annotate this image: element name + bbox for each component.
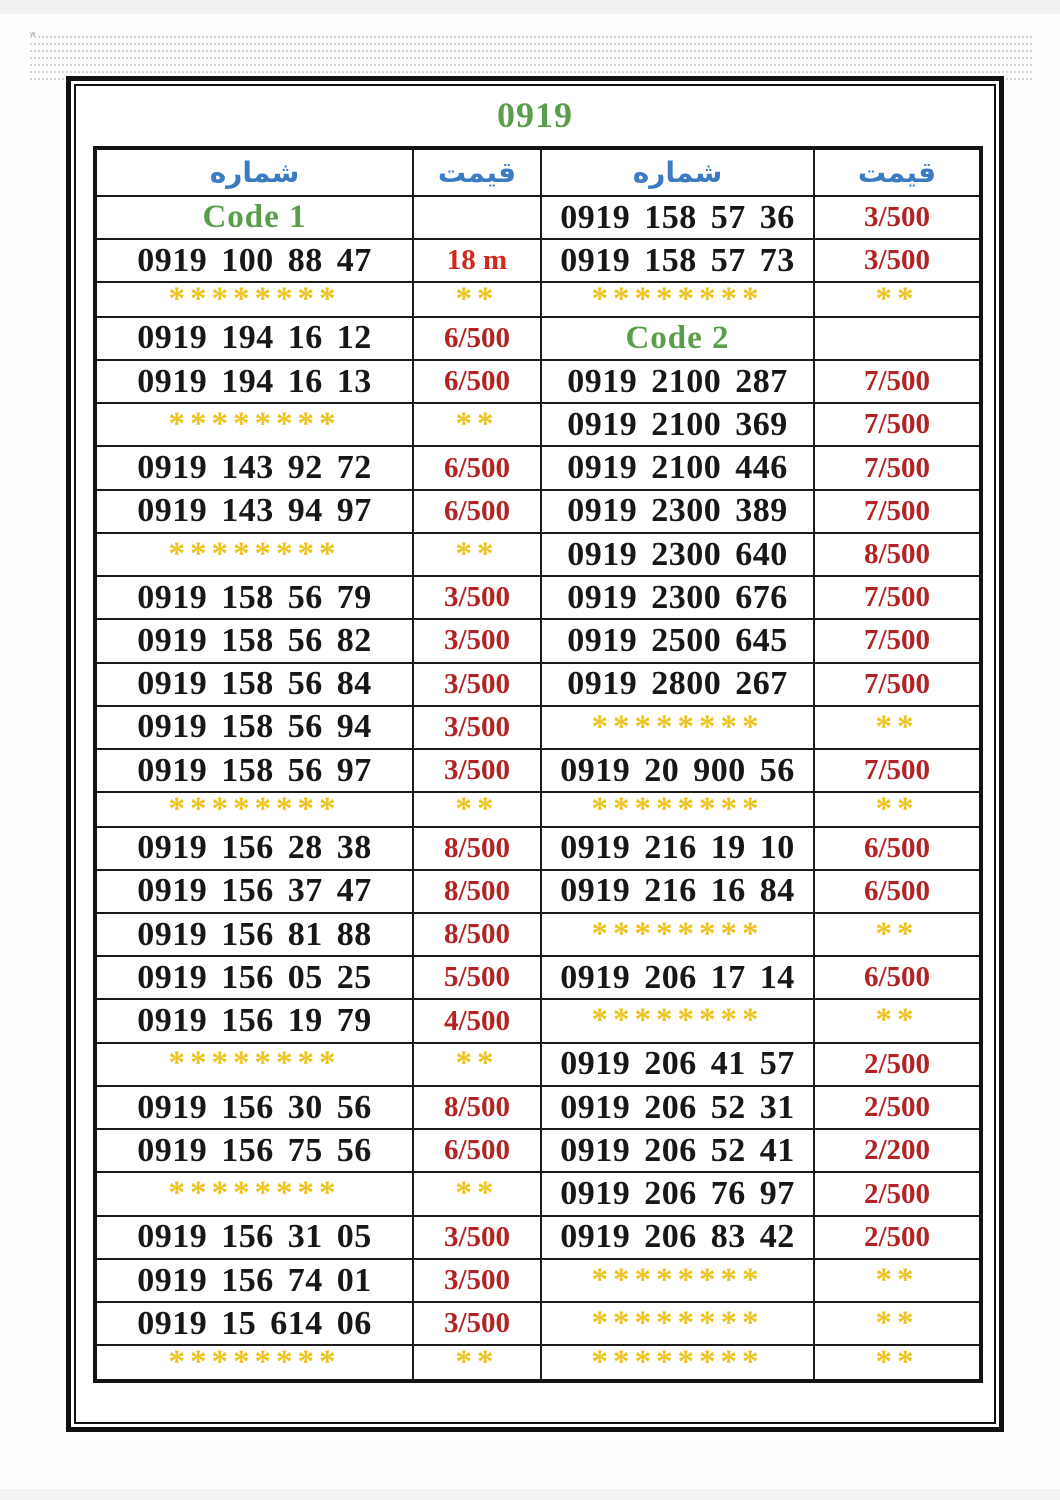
- price-cell: 8/500: [413, 913, 541, 956]
- phone-number-cell: 0919 20 900 56: [541, 749, 814, 792]
- column-header-price-left: قیمت: [413, 148, 541, 196]
- price-cell: 8/500: [413, 870, 541, 913]
- price-cell: 7/500: [814, 576, 981, 619]
- scan-artifact-mark: w: [30, 30, 36, 38]
- separator-stars-cell: **: [814, 999, 981, 1042]
- page-top-margin: [0, 0, 1060, 14]
- table-row: [95, 360, 981, 403]
- empty-cell: [413, 196, 541, 239]
- price-cell: 6/500: [413, 446, 541, 489]
- table-row: [95, 827, 981, 870]
- table-row: [95, 576, 981, 619]
- price-cell: 7/500: [814, 749, 981, 792]
- column-header-price-right: قیمت: [814, 148, 981, 196]
- separator-stars-cell: ********: [541, 282, 814, 316]
- price-cell: 2/500: [814, 1086, 981, 1129]
- table-row: [95, 282, 981, 316]
- price-cell: 7/500: [814, 490, 981, 533]
- column-header-number-right: شماره: [541, 148, 814, 196]
- phone-number-cell: 0919 143 94 97: [95, 490, 413, 533]
- table-row: [95, 1259, 981, 1302]
- phone-number-cell: 0919 156 74 01: [95, 1259, 413, 1302]
- table-row: [95, 619, 981, 662]
- phone-number-cell: 0919 216 16 84: [541, 870, 814, 913]
- table-row: [95, 196, 981, 239]
- separator-stars-cell: ********: [541, 792, 814, 826]
- price-cell: 3/500: [413, 619, 541, 662]
- table-row: [95, 792, 981, 826]
- separator-stars-cell: ********: [541, 1259, 814, 1302]
- phone-number-cell: 0919 2500 645: [541, 619, 814, 662]
- table-row: [95, 999, 981, 1042]
- separator-stars-cell: ********: [541, 999, 814, 1042]
- table-row: [95, 1302, 981, 1345]
- price-cell: 3/500: [814, 239, 981, 282]
- phone-number-cell: 0919 2300 676: [541, 576, 814, 619]
- phone-number-cell: 0919 15 614 06: [95, 1302, 413, 1345]
- table-row: [95, 533, 981, 576]
- price-cell: 6/500: [413, 1129, 541, 1172]
- column-header-number-left: شماره: [95, 148, 413, 196]
- separator-stars-cell: ********: [541, 1345, 814, 1381]
- phone-number-cell: 0919 156 81 88: [95, 913, 413, 956]
- table-row: [95, 403, 981, 446]
- price-cell: 6/500: [413, 490, 541, 533]
- phone-number-cell: 0919 158 56 79: [95, 576, 413, 619]
- document-inner-frame: [74, 84, 996, 1424]
- phone-number-cell: 0919 158 56 84: [95, 663, 413, 706]
- separator-stars-cell: ********: [541, 1302, 814, 1345]
- empty-cell: [814, 317, 981, 360]
- separator-stars-cell: **: [413, 1043, 541, 1086]
- price-cell: 2/500: [814, 1172, 981, 1215]
- separator-stars-cell: ********: [95, 533, 413, 576]
- phone-number-cell: 0919 156 05 25: [95, 956, 413, 999]
- price-cell: 2/200: [814, 1129, 981, 1172]
- phone-number-cell: 0919 2300 389: [541, 490, 814, 533]
- phone-number-cell: 0919 158 57 73: [541, 239, 814, 282]
- phone-number-cell: 0919 206 41 57: [541, 1043, 814, 1086]
- separator-stars-cell: ********: [95, 792, 413, 826]
- price-cell: 7/500: [814, 619, 981, 662]
- phone-number-cell: 0919 156 37 47: [95, 870, 413, 913]
- phone-number-cell: 0919 206 76 97: [541, 1172, 814, 1215]
- table-row: [95, 706, 981, 749]
- table-row: [95, 446, 981, 489]
- table-row: [95, 870, 981, 913]
- price-cell: 3/500: [413, 1302, 541, 1345]
- table-row: [95, 490, 981, 533]
- separator-stars-cell: **: [413, 403, 541, 446]
- phone-number-cell: 0919 2100 369: [541, 403, 814, 446]
- separator-stars-cell: **: [413, 1172, 541, 1215]
- phone-number-cell: 0919 158 56 94: [95, 706, 413, 749]
- phone-number-price-table: [93, 146, 983, 1383]
- price-cell: 3/500: [413, 1216, 541, 1259]
- separator-stars-cell: ********: [95, 1172, 413, 1215]
- phone-number-cell: 0919 206 52 31: [541, 1086, 814, 1129]
- table-row: [95, 317, 981, 360]
- price-cell: 3/500: [413, 663, 541, 706]
- phone-number-cell: 0919 206 17 14: [541, 956, 814, 999]
- price-cell: 8/500: [413, 827, 541, 870]
- price-cell: 2/500: [814, 1216, 981, 1259]
- table-row: [95, 663, 981, 706]
- price-cell: 6/500: [413, 317, 541, 360]
- phone-number-cell: 0919 2300 640: [541, 533, 814, 576]
- price-cell: 7/500: [814, 403, 981, 446]
- phone-number-cell: 0919 156 19 79: [95, 999, 413, 1042]
- phone-number-cell: 0919 206 83 42: [541, 1216, 814, 1259]
- document-frame: [66, 76, 1004, 1432]
- separator-stars-cell: **: [814, 913, 981, 956]
- price-cell: 5/500: [413, 956, 541, 999]
- table-header-row: [95, 148, 981, 196]
- price-cell: 8/500: [413, 1086, 541, 1129]
- separator-stars-cell: **: [814, 1302, 981, 1345]
- phone-number-cell: 0919 194 16 13: [95, 360, 413, 403]
- separator-stars-cell: ********: [95, 282, 413, 316]
- price-cell: 3/500: [413, 576, 541, 619]
- code-label-cell: Code 2: [541, 317, 814, 360]
- phone-number-cell: 0919 158 56 97: [95, 749, 413, 792]
- price-cell: 2/500: [814, 1043, 981, 1086]
- table-row: [95, 1345, 981, 1381]
- price-cell: 3/500: [413, 749, 541, 792]
- separator-stars-cell: **: [413, 282, 541, 316]
- price-cell: 6/500: [413, 360, 541, 403]
- price-cell: 3/500: [814, 196, 981, 239]
- price-cell: 3/500: [413, 706, 541, 749]
- separator-stars-cell: **: [814, 1259, 981, 1302]
- price-cell: 6/500: [814, 956, 981, 999]
- price-cell: 7/500: [814, 446, 981, 489]
- separator-stars-cell: **: [413, 1345, 541, 1381]
- page-title: 0919: [497, 95, 573, 135]
- phone-number-cell: 0919 156 30 56: [95, 1086, 413, 1129]
- price-cell: 7/500: [814, 663, 981, 706]
- price-cell: 18 m: [413, 239, 541, 282]
- table-row: [95, 749, 981, 792]
- phone-number-cell: 0919 158 57 36: [541, 196, 814, 239]
- phone-number-cell: 0919 143 92 72: [95, 446, 413, 489]
- code-label-cell: Code 1: [95, 196, 413, 239]
- table-row: [95, 913, 981, 956]
- phone-number-cell: 0919 156 75 56: [95, 1129, 413, 1172]
- phone-number-cell: 0919 2800 267: [541, 663, 814, 706]
- price-cell: 4/500: [413, 999, 541, 1042]
- price-cell: 6/500: [814, 827, 981, 870]
- table-row: [95, 1043, 981, 1086]
- phone-number-cell: 0919 206 52 41: [541, 1129, 814, 1172]
- phone-number-cell: 0919 216 19 10: [541, 827, 814, 870]
- separator-stars-cell: ********: [541, 706, 814, 749]
- separator-stars-cell: **: [413, 792, 541, 826]
- price-cell: 6/500: [814, 870, 981, 913]
- table-row: [95, 1086, 981, 1129]
- phone-number-cell: 0919 194 16 12: [95, 317, 413, 360]
- phone-number-cell: 0919 100 88 47: [95, 239, 413, 282]
- phone-number-cell: 0919 158 56 82: [95, 619, 413, 662]
- separator-stars-cell: **: [814, 792, 981, 826]
- phone-number-cell: 0919 156 31 05: [95, 1216, 413, 1259]
- separator-stars-cell: ********: [95, 1345, 413, 1381]
- separator-stars-cell: **: [413, 533, 541, 576]
- table-row: [95, 1129, 981, 1172]
- price-table-body: [95, 196, 981, 1381]
- separator-stars-cell: ********: [95, 403, 413, 446]
- separator-stars-cell: **: [814, 706, 981, 749]
- separator-stars-cell: ********: [541, 913, 814, 956]
- separator-stars-cell: **: [814, 1345, 981, 1381]
- price-cell: 8/500: [814, 533, 981, 576]
- separator-stars-cell: ********: [95, 1043, 413, 1086]
- phone-number-cell: 0919 156 28 38: [95, 827, 413, 870]
- phone-number-cell: 0919 2100 287: [541, 360, 814, 403]
- table-row: [95, 239, 981, 282]
- separator-stars-cell: **: [814, 282, 981, 316]
- price-cell: 3/500: [413, 1259, 541, 1302]
- table-row: [95, 1216, 981, 1259]
- page-bottom-margin: [0, 1489, 1060, 1500]
- table-row: [95, 1172, 981, 1215]
- table-row: [95, 956, 981, 999]
- price-cell: 7/500: [814, 360, 981, 403]
- phone-number-cell: 0919 2100 446: [541, 446, 814, 489]
